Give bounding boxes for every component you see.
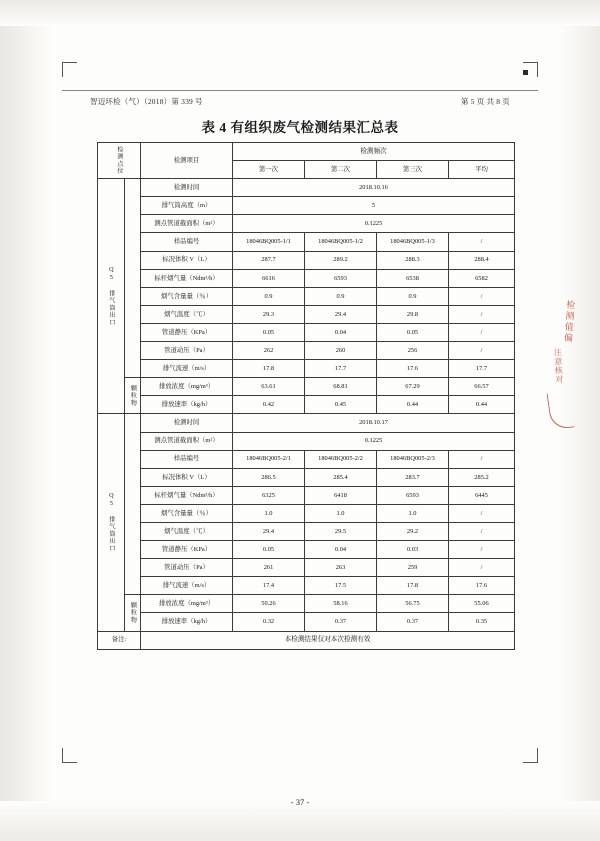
table-row (98, 233, 515, 251)
row-value-2: 0.37 (305, 613, 377, 631)
row-item: 检测时间 (141, 414, 233, 432)
row-value-1: 29.4 (233, 522, 305, 540)
table-row (98, 197, 515, 215)
row-value-1: 1.0 (233, 504, 305, 522)
table-row (98, 486, 515, 504)
row-value-1: 17.4 (233, 577, 305, 595)
row-average: / (449, 450, 515, 468)
table-row (98, 613, 515, 631)
point-label-1-text: Q5 排气筒出口 (107, 266, 115, 327)
row-value-3: 29.2 (377, 522, 449, 540)
row-value-2: 29.5 (305, 522, 377, 540)
row-average: 55.06 (449, 595, 515, 613)
row-value-3: 0.05 (377, 323, 449, 341)
row-item: 排气筒高度（m） (141, 197, 233, 215)
table-row (98, 287, 515, 305)
row-value-3: 0.9 (377, 287, 449, 305)
row-value-2: 263 (305, 559, 377, 577)
header-run-2: 第二次 (305, 161, 377, 179)
emission-results-table (97, 142, 515, 650)
table-row (98, 504, 515, 522)
remark-label: 备注: (98, 631, 141, 649)
row-value-2: 18046BQ005-1/2 (305, 233, 377, 251)
row-value-3: 56.75 (377, 595, 449, 613)
row-span-value: 0.1225 (233, 215, 515, 233)
row-average: / (449, 504, 515, 522)
row-value-3: 283.7 (377, 468, 449, 486)
table-row (98, 323, 515, 341)
row-average: 6445 (449, 486, 515, 504)
row-item: 排气流速（m/s） (141, 360, 233, 378)
row-value-2: 260 (305, 342, 377, 360)
row-value-1: 6325 (233, 486, 305, 504)
row-value-1: 18046BQ005-2/1 (233, 450, 305, 468)
row-value-3: 256 (377, 342, 449, 360)
pollutant-label-text: 颗粒物 (129, 385, 137, 407)
row-average: / (449, 233, 515, 251)
report-number: 智迈环检（气）（2018）第 339 号 (90, 97, 203, 106)
row-value-3: 0.03 (377, 541, 449, 559)
row-value-3: 1.0 (377, 504, 449, 522)
row-item: 管道动压（Pa） (141, 559, 233, 577)
remark-text: 本检测结果仅对本次检测有效 (141, 631, 515, 649)
row-item: 烟气含量量（％） (141, 287, 233, 305)
row-average: / (449, 342, 515, 360)
header-average: 平均 (449, 161, 515, 179)
row-value-3: 259 (377, 559, 449, 577)
row-value-1: 18046BQ005-1/1 (233, 233, 305, 251)
point-label-2-text: Q5 排气筒出口 (107, 492, 115, 553)
row-item: 排放速率（kg/h） (141, 396, 233, 414)
row-value-1: 262 (233, 342, 305, 360)
scan-edge-bottom (0, 801, 600, 841)
row-span-value: 5 (233, 197, 515, 215)
table-row (98, 522, 515, 540)
row-value-2: 0.9 (305, 287, 377, 305)
row-item: 标杆烟气量（Ndm³/h） (141, 269, 233, 287)
table-header-row (98, 143, 515, 161)
table-row (98, 432, 515, 450)
table-row (98, 450, 515, 468)
row-item: 测点管道截面积（m²） (141, 432, 233, 450)
row-value-2: 1.0 (305, 504, 377, 522)
document-header (90, 96, 510, 107)
row-item: 烟气温度（℃） (141, 305, 233, 323)
row-value-1: 0.32 (233, 613, 305, 631)
row-value-2: 0.04 (305, 323, 377, 341)
row-value-2: 0.04 (305, 541, 377, 559)
row-value-3: 0.37 (377, 613, 449, 631)
row-average: 0.44 (449, 396, 515, 414)
row-average: / (449, 541, 515, 559)
row-value-2: 29.4 (305, 305, 377, 323)
row-item: 排放浓度（mg/m³） (141, 595, 233, 613)
row-average: / (449, 287, 515, 305)
spacer-col (125, 179, 141, 378)
row-value-3: 18046BQ005-2/3 (377, 450, 449, 468)
row-item: 测点管道截面积（m²） (141, 215, 233, 233)
page-footer: - 37 - (290, 797, 310, 807)
table-row (98, 414, 515, 432)
row-value-2: 58.16 (305, 595, 377, 613)
row-item: 烟气温度（℃） (141, 522, 233, 540)
row-value-3: 0.44 (377, 396, 449, 414)
row-average: / (449, 559, 515, 577)
scan-edge-top (0, 0, 600, 26)
row-span-value: 2018.10.17 (233, 414, 515, 432)
header-run-1: 第一次 (233, 161, 305, 179)
row-item: 管道动压（Pa） (141, 342, 233, 360)
row-value-2: 17.5 (305, 577, 377, 595)
crop-mark-bottom-right (523, 748, 538, 763)
row-value-1: 0.05 (233, 323, 305, 341)
table-row (98, 559, 515, 577)
pollutant-label-text: 颗粒物 (129, 602, 137, 624)
row-value-1: 261 (233, 559, 305, 577)
row-value-3: 288.3 (377, 251, 449, 269)
row-item: 检测时间 (141, 179, 233, 197)
point-label-2 (98, 414, 125, 631)
page-indicator: 第 5 页 共 8 页 (460, 97, 510, 106)
table-row (98, 251, 515, 269)
table-row (98, 378, 515, 396)
table-row (98, 396, 515, 414)
table-row (98, 595, 515, 613)
row-value-1: 0.05 (233, 541, 305, 559)
row-item: 管道静压（KPa） (141, 323, 233, 341)
pollutant-label (125, 378, 141, 414)
row-value-1: 286.5 (233, 468, 305, 486)
header-run-3: 第三次 (377, 161, 449, 179)
table-row (98, 269, 515, 287)
table-row (98, 179, 515, 197)
row-average: 66.57 (449, 378, 515, 396)
row-value-2: 6418 (305, 486, 377, 504)
row-value-2: 285.4 (305, 468, 377, 486)
row-value-1: 287.7 (233, 251, 305, 269)
row-average: / (449, 305, 515, 323)
row-span-value: 0.1225 (233, 432, 515, 450)
row-item: 样品编号 (141, 450, 233, 468)
row-value-2: 18046BQ005-2/2 (305, 450, 377, 468)
page-title: 表 4 有组织废气检测结果汇总表 (201, 120, 399, 135)
row-value-3: 6593 (377, 486, 449, 504)
crop-mark-bottom-left (62, 748, 77, 763)
table-row (98, 577, 515, 595)
row-value-3: 18046BQ005-1/3 (377, 233, 449, 251)
handwritten-swoosh (547, 391, 575, 431)
row-value-1: 0.42 (233, 396, 305, 414)
row-item: 样品编号 (141, 233, 233, 251)
row-average: 0.35 (449, 613, 515, 631)
header-point-text: 检测点位 (115, 146, 123, 175)
pollutant-label (125, 595, 141, 631)
row-value-3: 67.29 (377, 378, 449, 396)
row-value-3: 17.8 (377, 577, 449, 595)
row-value-1: 6616 (233, 269, 305, 287)
row-average: 6582 (449, 269, 515, 287)
row-value-2: 17.7 (305, 360, 377, 378)
row-value-1: 50.26 (233, 595, 305, 613)
row-item: 标杆烟气量（Ndm³/h） (141, 486, 233, 504)
header-group: 检测频次 (233, 143, 515, 161)
row-value-2: 289.2 (305, 251, 377, 269)
row-value-1: 63.61 (233, 378, 305, 396)
table-row (98, 305, 515, 323)
table-row (98, 360, 515, 378)
handwritten-note-2: 注意核对 (553, 347, 564, 385)
table-row (98, 468, 515, 486)
row-value-3: 29.8 (377, 305, 449, 323)
row-value-2: 68.81 (305, 378, 377, 396)
row-average: 17.7 (449, 360, 515, 378)
row-value-1: 0.9 (233, 287, 305, 305)
header-rule (62, 90, 538, 91)
row-value-2: 0.45 (305, 396, 377, 414)
row-value-1: 29.3 (233, 305, 305, 323)
spacer-col (125, 414, 141, 595)
row-span-value: 2018.10.16 (233, 179, 515, 197)
row-item: 标况体积 V（L） (141, 468, 233, 486)
row-average: 285.2 (449, 468, 515, 486)
table-row (98, 342, 515, 360)
header-item: 检测项目 (141, 143, 233, 179)
row-average: 288.4 (449, 251, 515, 269)
row-value-3: 6538 (377, 269, 449, 287)
row-item: 标况体积 V（L） (141, 251, 233, 269)
point-label-1 (98, 179, 125, 414)
handwritten-note-1: 检测值偏 (562, 299, 576, 345)
table-row (98, 541, 515, 559)
remark-row (98, 631, 515, 649)
table-row (98, 215, 515, 233)
row-item: 排放浓度（mg/m³） (141, 378, 233, 396)
row-average: 17.6 (449, 577, 515, 595)
row-item: 排放速率（kg/h） (141, 613, 233, 631)
row-average: / (449, 323, 515, 341)
crop-mark-top-left (62, 62, 77, 77)
row-value-3: 17.6 (377, 360, 449, 378)
row-item: 管道静压（KPa） (141, 541, 233, 559)
ink-smudge (523, 70, 528, 75)
row-item: 烟气含量量（％） (141, 504, 233, 522)
row-item: 排气流速（m/s） (141, 577, 233, 595)
row-value-2: 6593 (305, 269, 377, 287)
header-point (98, 143, 141, 179)
row-value-1: 17.8 (233, 360, 305, 378)
row-average: / (449, 522, 515, 540)
